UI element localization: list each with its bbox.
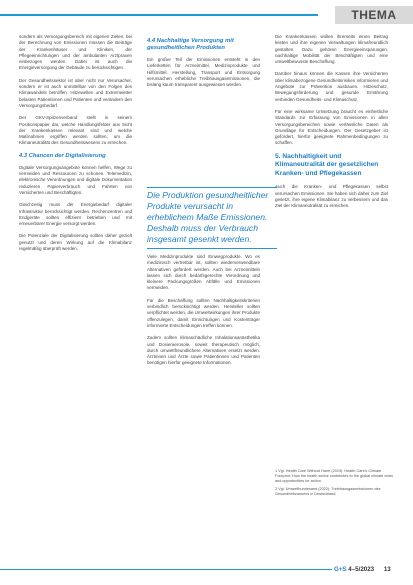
section-subhead: 4.3 Chancen der Digitalisierung (19, 152, 106, 159)
footnote: 1 Vgl. Health Care Without Harm (2019): Health Care's Climate Footprint. How the health sector contributes to the global climate crisis and opportunities for action. (275, 469, 393, 483)
body-paragraph: Darüber hinaus können die Kassen ihre Versicherten über klimabezogene Gesundheitsrisiken informieren und Angebote zur Prävention ausbauen. Hitzeschutz, Bewegungsförderung und gesunde Ernährung verbinden Gesundheits- und Klimaschutz. (275, 71, 388, 102)
page-footer (0, 565, 413, 585)
body-paragraph: Der GKV-Spitzenverband stellt in seinem Positionspapier dar, welche Handlungsfelder aus Sicht der Krankenkassen relevant sind und welche Maßnahmen ergriffen werden sollten, um die Klimaneutralität des Gesundheitswesens zu erreichen. (19, 115, 132, 146)
column-2-continued (147, 254, 260, 373)
body-paragraph: Für eine wirksame Umsetzung braucht es einheitliche Standards zur Erfassung von Emissionen in allen Versorgungsbereichen sowie verlässliche Daten als Grundlage für Entscheidungen. Der Gesetzgeber ist gefordert, hierfür geeignete Rahmenbedingungen zu schaffen. (275, 108, 388, 146)
column-2 (147, 34, 260, 94)
body-paragraph: Für die Beschaffung sollten Nachhaltigkeitskriterien verbindlich berücksichtigt werden. Hersteller sollten verpflichtet werden, die Umweltwirkungen ihrer Produkte offenzulegen, damit Einrichtungen und Kostenträger informierte Entscheidungen treffen können. (147, 297, 260, 328)
body-paragraph: Viele Medizinprodukte sind Einwegprodukte. Wo es medizinisch vertretbar ist, sollten wiederverwendbare Alternativen gefördert werden. Auch bei Arzneimitteln lassen sich durch bedarfsgerechte Verordnung und kleinere Packungsgrößen Abfälle und Emissionen vermeiden. (147, 254, 260, 291)
footnotes (275, 469, 393, 500)
section-heading: 5. Nachhaltigkeit und Klimaneutralität der gesetzlichen Kranken- und Pflegekassen (275, 152, 379, 177)
footer-rule (0, 569, 332, 570)
body-paragraph: Zudem sollten klimaschädliche Inhalationsanästhetika und Dosieraerosole, soweit therapeutisch möglich, durch umweltfreundlichere Alternativen ersetzt werden. Ärztinnen und Ärzte sowie Patientinnen und Patienten benötigen hierfür geeignete Informationen. (147, 335, 260, 366)
column-1 (19, 34, 132, 258)
body-paragraph: Auch die Kranken- und Pflegekassen selbst verursachen Emissionen. Sie haben sich daher zum Ziel gesetzt, ihre eigene Klimabilanz zu verbessern und das Ziel der Klimaneutralität zu erreichen. (275, 184, 388, 209)
pullquote-rule-top (147, 187, 277, 188)
footer-line (334, 565, 391, 575)
body-paragraph: Die Potenziale der Digitalisierung sollten daher gezielt genutzt und deren Wirkung auf die Klimabilanz regelmäßig überprüft werden. (19, 233, 132, 252)
body-paragraph: Der Gesundheitssektor ist aber nicht nur Verursacher, sondern er ist auch unmittelbar von den Folgen des Klimawandels betroffen. Hitzewellen und Extremwetter belasten Patientinnen und Patienten und verändern den Versorgungsbedarf. (19, 77, 132, 108)
issue-number: 4–5/2023 (348, 566, 375, 573)
footnote: 2 Vgl. Umweltbundesamt (2022): Treibhausgasemissionen des Gesundheitswesens in Deutschland. (275, 487, 381, 496)
body-paragraph: sondern als Versorgungsbereich mit eigenen Zielen, bei der Berechnung von Emissionen müssen die Beiträge der Krankenhäuser und Kliniken, der Pflegeeinrichtungen und der ambulanten Arztpraxen einbezogen werden. Dabei ist auch die Energieversorgung der Gebäude zu berücksichtigen. (19, 34, 132, 71)
publication-logo: G+S (334, 566, 347, 573)
pull-quote: Die Produktion gesundheitlicher Produkte verursacht in erheblichem Maße Emissionen. Deshalb muss der Verbrauch insgesamt gesenkt werden. (147, 190, 269, 244)
body-paragraph: Die Krankenkassen wollen ihrerseits einen Beitrag leisten und ihre eigenen Verwaltungen klimafreundlich gestalten. Dazu gehören Energieeinsparungen, nachhaltige Mobilität der Beschäftigten und eine umweltbewusste Beschaffung. (275, 34, 388, 65)
pullquote-rule-bottom (147, 248, 277, 249)
body-paragraph: Gleichzeitig muss der Energiebedarf digitaler Infrastruktur berücksichtigt werden. Rechenzentren und Endgeräte sollten effizient betrieben und mit erneuerbarer Energie versorgt werden. (19, 202, 132, 227)
column-3 (275, 34, 388, 215)
section-subhead: 4.4 Nachhaltige Versorgung mit gesundheitlichen Produkten (147, 38, 234, 51)
section-tab: THEMA (335, 6, 413, 24)
body-paragraph: Digitale Versorgungsangebote können helfen, Wege zu vermeiden und Ressourcen zu schonen. Telemedizin, elektronische Verordnungen und digitale Dokumentation reduzieren Papierverbrauch und Fahrten von Versicherten und Beschäftigten. (19, 164, 132, 195)
body-paragraph: Ein großer Teil der Emissionen entsteht in den Lieferketten für Arzneimittel, Medizinprodukte und Hilfsmittel. Herstellung, Transport und Entsorgung verursachen erhebliche Treibhausgasemissionen, die bislang kaum transparent ausgewiesen werden. (147, 57, 260, 88)
page-number: 13 (383, 566, 391, 573)
header-rule (0, 14, 318, 16)
